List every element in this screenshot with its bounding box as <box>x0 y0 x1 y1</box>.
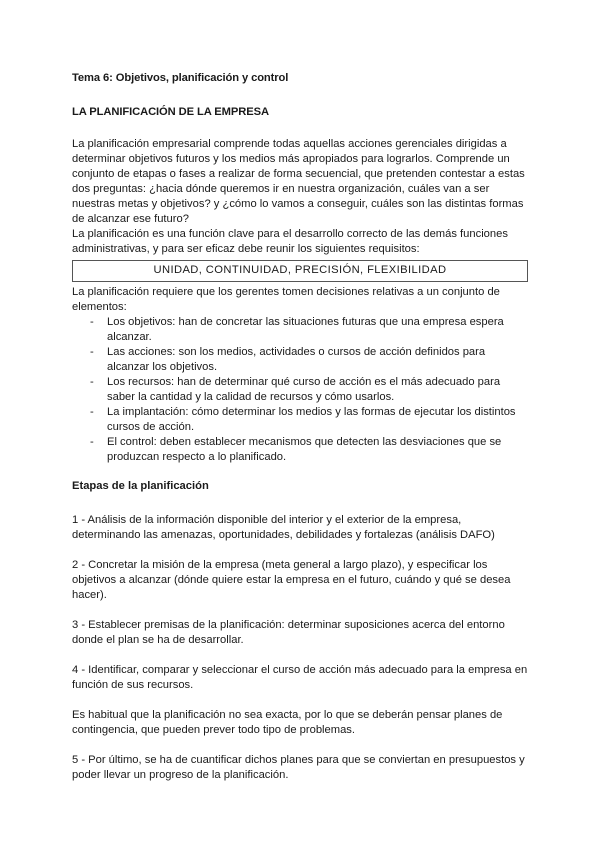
stage-2: 2 - Concretar la misión de la empresa (meta general a largo plazo), y especificar los objetivos a alcanzar (dónde quiere estar la empresa en el futuro, cuándo y qué se desea hacer). <box>72 559 511 601</box>
stage-4: 4 - Identificar, comparar y seleccionar el curso de acción más adecuado para la empresa en función de sus recursos. <box>72 664 528 691</box>
elements-intro: La planificación requiere que los gerentes tomen decisiones relativas a un conjunto de elementos: <box>72 286 500 313</box>
stage-3: 3 - Establecer premisas de la planificación: determinar suposiciones acerca del entorno donde el plan se ha de desarrollar. <box>72 619 505 646</box>
intro-paragraph: La planificación empresarial comprende todas aquellas acciones gerenciales dirigidas a determinar objetivos futuros y los medios más apropiados para lograrlos. Comprende un conjunto de etapas o fases a realizar de forma secuencial, que pretenden contestar a estas dos preguntas: ¿hacia dónde queremos ir en nuestra organización, cuáles van a ser nuestras metas y objetivos? y ¿cómo lo vamos a conseguir, cuáles son las distintas formas de alcanzar ese futuro? <box>72 138 525 225</box>
stage-1: 1 - Análisis de la información disponible del interior y el exterior de la empresa, determinando las amenazas, oportunidades, debilidades y fortalezas (análisis DAFO) <box>72 514 495 541</box>
main-heading: LA PLANIFICACIÓN DE LA EMPRESA <box>72 106 269 118</box>
list-item-acciones: - Las acciones: son los medios, actividades o cursos de acción definidos para alcanzar los objetivos. <box>90 345 528 375</box>
stages-heading: Etapas de la planificación <box>72 480 209 492</box>
list-item-objetivos: - Los objetivos: han de concretar las situaciones futuras que una empresa espera alcanzar. <box>90 315 528 345</box>
list-item-control: - El control: deben establecer mecanismos que detecten las desviaciones que se produzcan respecto a lo planificado. <box>90 435 528 465</box>
elements-list <box>72 315 528 465</box>
contingency-note: Es habitual que la planificación no sea exacta, por lo que se deberán pensar planes de contingencia, que pueden prever todo tipo de problemas. <box>72 709 503 736</box>
requirements-box: UNIDAD, CONTINUIDAD, PRECISIÓN, FLEXIBILIDAD <box>72 260 528 282</box>
list-item-recursos: - Los recursos: han de determinar qué curso de acción es el más adecuado para saber la cantidad y la calidad de recursos y cómo usarlos. <box>90 375 528 405</box>
stage-5: 5 - Por último, se ha de cuantificar dichos planes para que se conviertan en presupuestos y poder llevar un progreso de la planificación. <box>72 754 525 781</box>
topic-title: Tema 6: Objetivos, planificación y control <box>72 72 289 84</box>
key-function-paragraph: La planificación es una función clave para el desarrollo correcto de las demás funciones administrativas, y para ser eficaz debe reunir los siguientes requisitos: <box>72 228 508 255</box>
list-item-implantacion: - La implantación: cómo determinar los medios y las formas de ejecutar los distintos cursos de acción. <box>90 405 528 435</box>
